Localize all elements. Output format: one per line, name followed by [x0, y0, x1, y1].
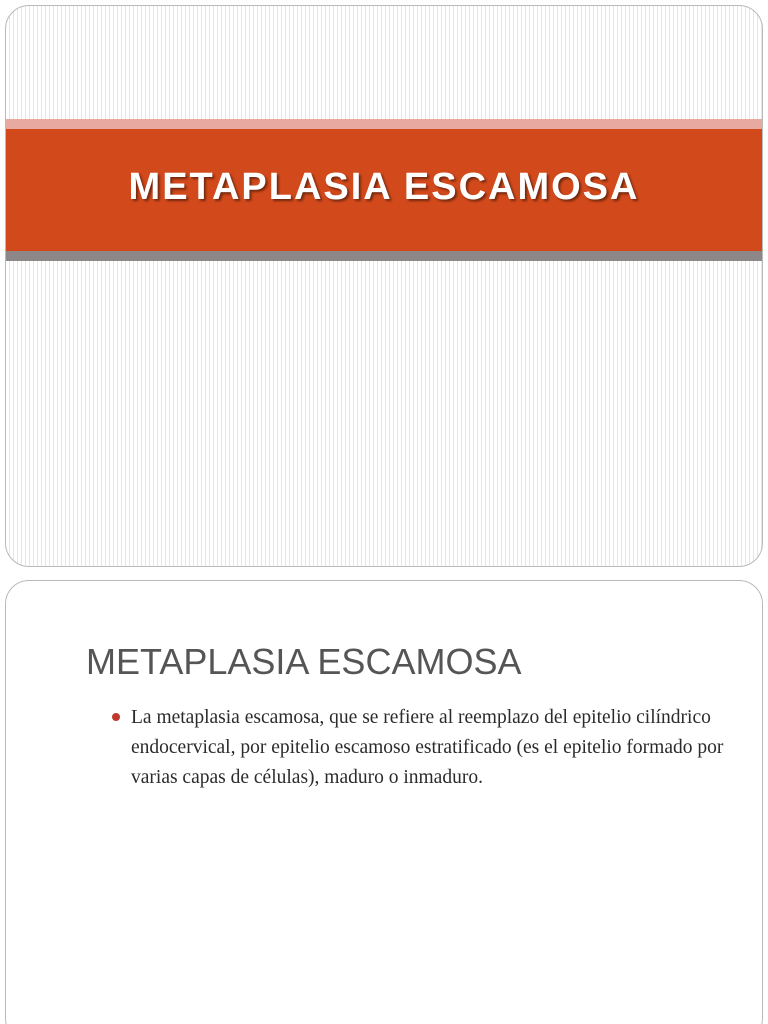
title-band-bottom-stripe — [6, 251, 762, 261]
bullet-text: La metaplasia escamosa, que se refiere al reemplazo del epitelio cilíndrico endocervical, por epitelio escamoso estratificado (es el epitelio formado por varias capas de células), maduro o inmaduro. — [131, 707, 724, 788]
bullet-item — [112, 703, 732, 793]
content-heading: METAPLASIA ESCAMOSA — [86, 641, 522, 682]
slide-title: METAPLASIA ESCAMOSA — [128, 165, 640, 208]
bullet-dot-icon — [112, 713, 120, 721]
title-band-top-stripe — [6, 119, 762, 129]
content-slide — [5, 580, 763, 1024]
title-band — [6, 129, 762, 251]
title-slide — [5, 5, 763, 567]
